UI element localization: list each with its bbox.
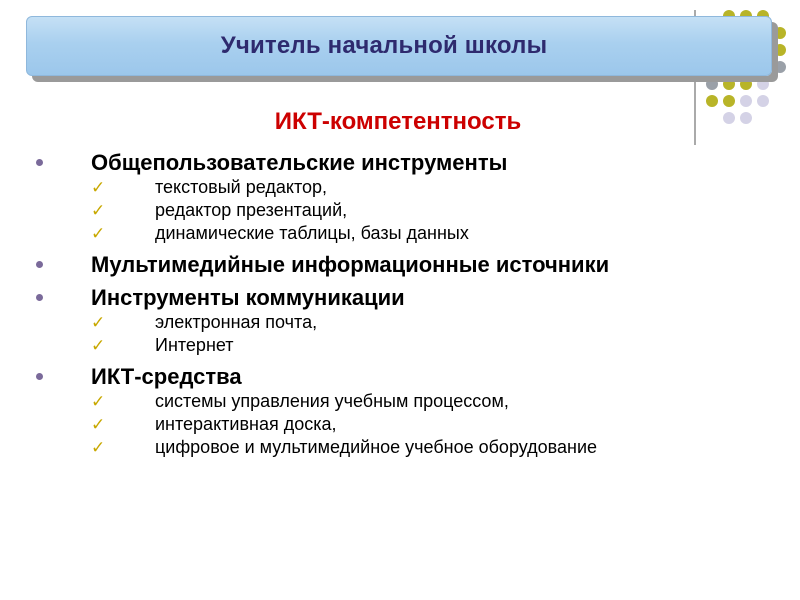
list-item — [34, 285, 694, 357]
sub-list-item-label: динамические таблицы, базы данных — [155, 223, 469, 243]
bullet-dot-icon — [36, 261, 43, 268]
decorative-dot — [723, 78, 735, 90]
list-item-label: Инструменты коммуникации — [91, 285, 405, 310]
sub-list-item-label: Интернет — [155, 335, 234, 355]
decorative-dot — [757, 95, 769, 107]
slide-title: Учитель начальной школы — [220, 32, 548, 59]
bullet-dot-icon — [36, 159, 43, 166]
decorative-dot — [706, 95, 718, 107]
bullet-dot-icon — [36, 373, 43, 380]
sub-list-item-label: цифровое и мультимедийное учебное оборудование — [155, 437, 598, 457]
decorative-dot — [774, 61, 786, 73]
sub-list-item-label: системы управления учебным процессом, — [155, 391, 509, 411]
decorative-dot — [774, 27, 786, 39]
slide-subtitle: ИКТ-компетентность — [274, 108, 522, 135]
sub-list-item — [91, 413, 694, 436]
list-item — [34, 150, 694, 245]
checkmark-icon: ✓ — [91, 415, 106, 434]
decorative-dot — [740, 95, 752, 107]
checkmark-icon: ✓ — [91, 438, 106, 457]
sub-list-item — [91, 311, 694, 334]
sub-list-item — [91, 390, 694, 413]
bullet-list — [34, 150, 694, 466]
list-item — [34, 364, 694, 459]
checkmark-icon: ✓ — [91, 178, 106, 197]
sub-list-item-label: текстовый редактор, — [155, 177, 328, 197]
decorative-dot — [757, 78, 769, 90]
list-item-label: Общепользовательские инструменты — [91, 150, 508, 175]
list-item-label: ИКТ-средства — [91, 364, 242, 389]
sub-list-item-label: редактор презентаций, — [155, 200, 348, 220]
sub-list-item — [91, 436, 694, 459]
decorative-dot — [774, 44, 786, 56]
decorative-dot — [740, 78, 752, 90]
decorative-dot — [723, 95, 735, 107]
checkmark-icon: ✓ — [91, 224, 106, 243]
sub-list-item — [91, 222, 694, 245]
title-banner — [26, 16, 772, 76]
bullet-dot-icon — [36, 294, 43, 301]
list-item-label: Мультимедийные информационные источники — [91, 252, 610, 277]
list-item — [34, 252, 694, 278]
sub-list-item — [91, 199, 694, 222]
sub-list-item — [91, 176, 694, 199]
checkmark-icon: ✓ — [91, 313, 106, 332]
checkmark-icon: ✓ — [91, 336, 106, 355]
sub-list-item — [91, 334, 694, 357]
sub-list-item-label: электронная почта, — [155, 312, 318, 332]
decorative-dot — [706, 78, 718, 90]
checkmark-icon: ✓ — [91, 201, 106, 220]
sub-list-item-label: интерактивная доска, — [155, 414, 337, 434]
checkmark-icon: ✓ — [91, 392, 106, 411]
